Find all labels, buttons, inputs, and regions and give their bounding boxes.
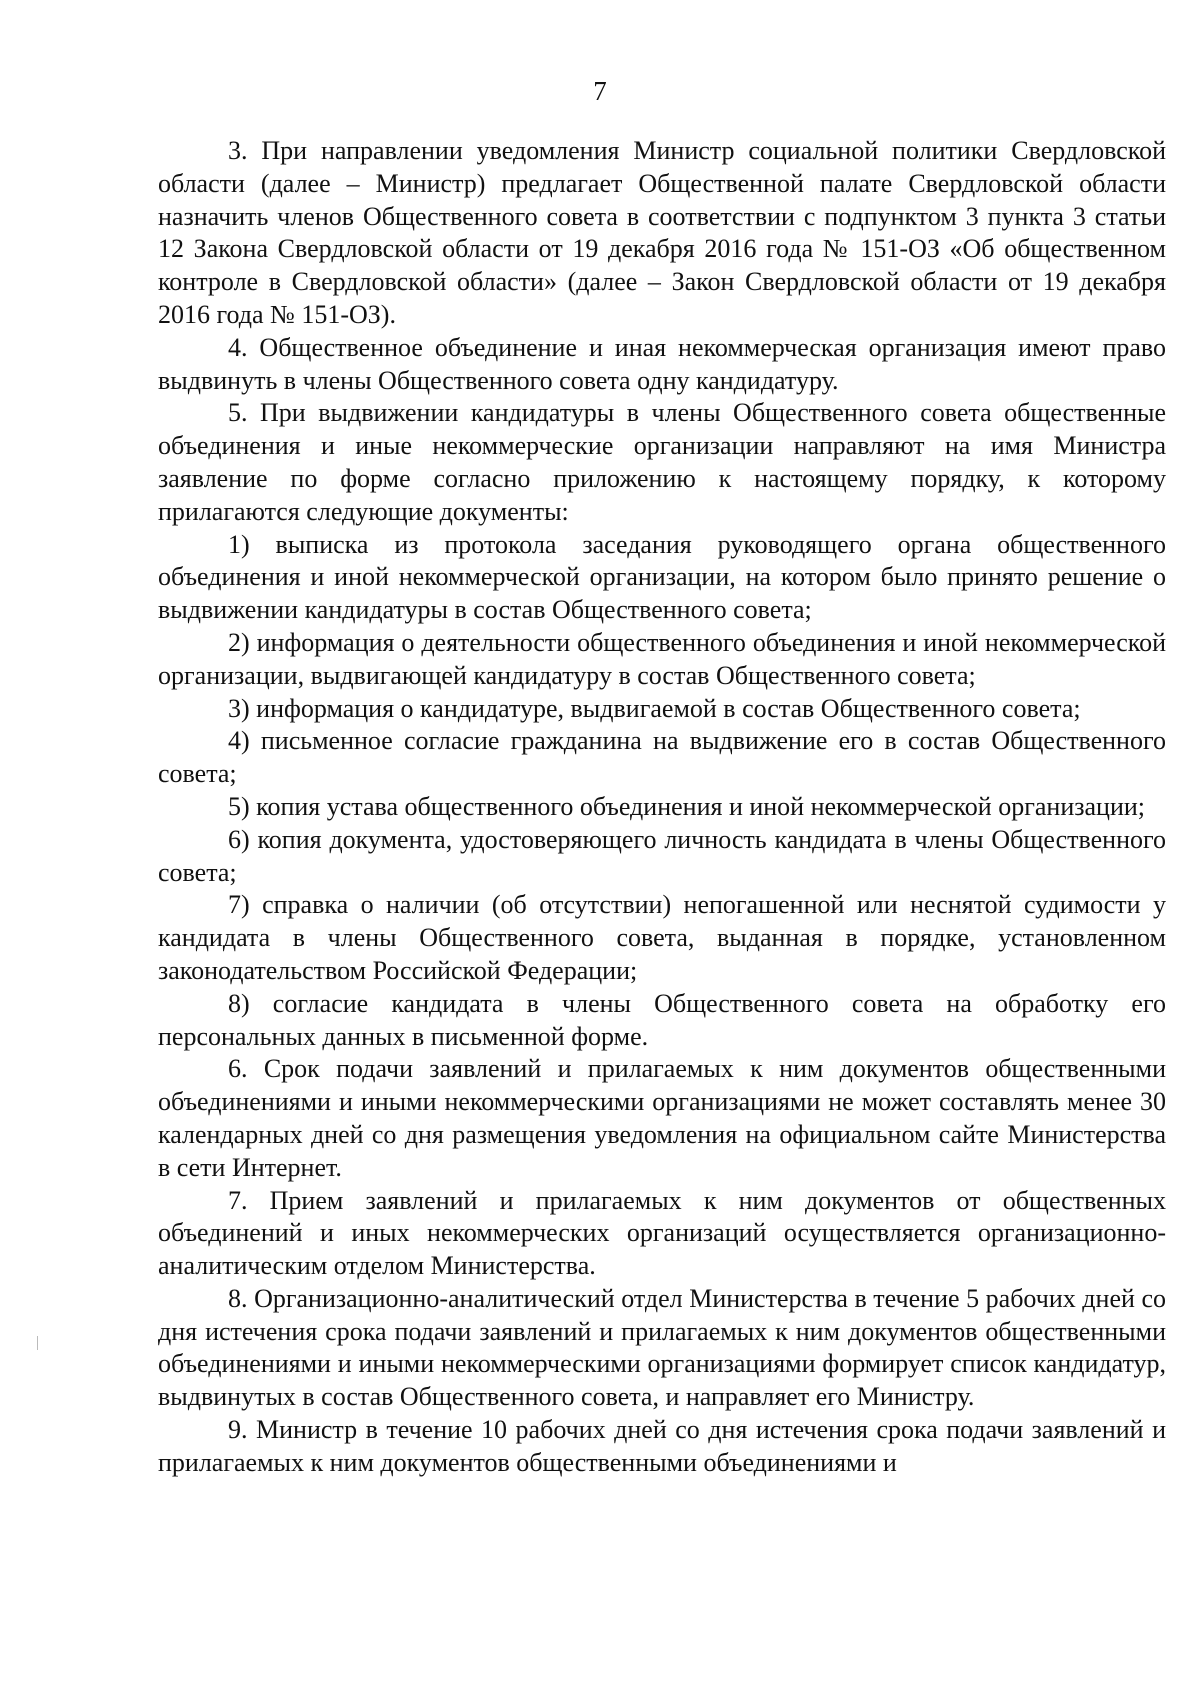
- list-item-4: 4) письменное согласие гражданина на выдвижение его в состав Общественного совета;: [158, 726, 1166, 789]
- paragraph-5: 5. При выдвижении кандидатуры в члены Общественного совета общественные объединения и иные некоммерческие организации направляют на имя Министра заявление по форме согласно приложению к настоящему порядку, к которому прилагаются следующие документы:: [158, 398, 1166, 526]
- list-item-1: 1) выписка из протокола заседания руководящего органа общественного объединения и иной некоммерческой организации, на котором было принято решение о выдвижении кандидатуры в состав Общественного совета;: [158, 529, 1166, 625]
- list-item-2: 2) информация о деятельности общественного объединения и иной некоммерческой организации, выдвигающей кандидатуру в состав Общественного совета;: [158, 627, 1166, 690]
- paragraph-9: 9. Министр в течение 10 рабочих дней со дня истечения срока подачи заявлений и прилагаемых к ним документов общественными объединениями и: [158, 1415, 1166, 1477]
- list-item-5: 5) копия устава общественного объединения и иной некоммерческой организации;: [228, 791, 1146, 821]
- document-body: [158, 135, 1166, 1480]
- paragraph-4: 4. Общественное объединение и иная некоммерческая организация имеют право выдвинуть в члены Общественного совета одну кандидатуру.: [158, 332, 1166, 395]
- list-item-3: 3) информация о кандидатуре, выдвигаемой в состав Общественного совета;: [228, 693, 1081, 723]
- list-item-7: 7) справка о наличии (об отсутствии) непогашенной или неснятой судимости у кандидата в члены Общественного совета, выданная в порядке, установленном законодательством Российской Федерации;: [158, 890, 1166, 985]
- paragraph-8: 8. Организационно-аналитический отдел Министерства в течение 5 рабочих дней со дня истечения срока подачи заявлений и прилагаемых к ним документов общественными объединениями и иными некоммерческими организациями формирует список кандидатур, выдвинутых в состав Общественного совета, и направляет его Министру.: [158, 1283, 1166, 1412]
- paragraph-7: 7. Прием заявлений и прилагаемых к ним документов от общественных объединений и иных некоммерческих организаций осуществляется организационно-аналитическим отделом Министерства.: [158, 1185, 1166, 1281]
- scan-margin-mark: [37, 1336, 38, 1350]
- paragraph-6: 6. Срок подачи заявлений и прилагаемых к ним документов общественными объединениями и иными некоммерческими организациями не может составлять менее 30 календарных дней со дня размещения уведомления на официальном сайте Министерства в сети Интернет.: [158, 1054, 1166, 1182]
- list-item-8: 8) согласие кандидата в члены Общественного совета на обработку его персональных данных в письменной форме.: [158, 988, 1166, 1051]
- paragraph-3: 3. При направлении уведомления Министр социальной политики Свердловской области (далее – Министр) предлагает Общественной палате Свердловской области назначить членов Общественного совета в соответствии с подпунктом 3 пункта 3 статьи 12 Закона Свердловской области от 19 декабря 2016 года № 151-ОЗ «Об общественном контроле в Свердловской области» (далее – Закон Свердловской области от 19 декабря 2016 года № 151-ОЗ).: [158, 136, 1166, 329]
- page-number: 7: [593, 76, 607, 106]
- list-item-6: 6) копия документа, удостоверяющего личность кандидата в члены Общественного совета;: [158, 824, 1166, 887]
